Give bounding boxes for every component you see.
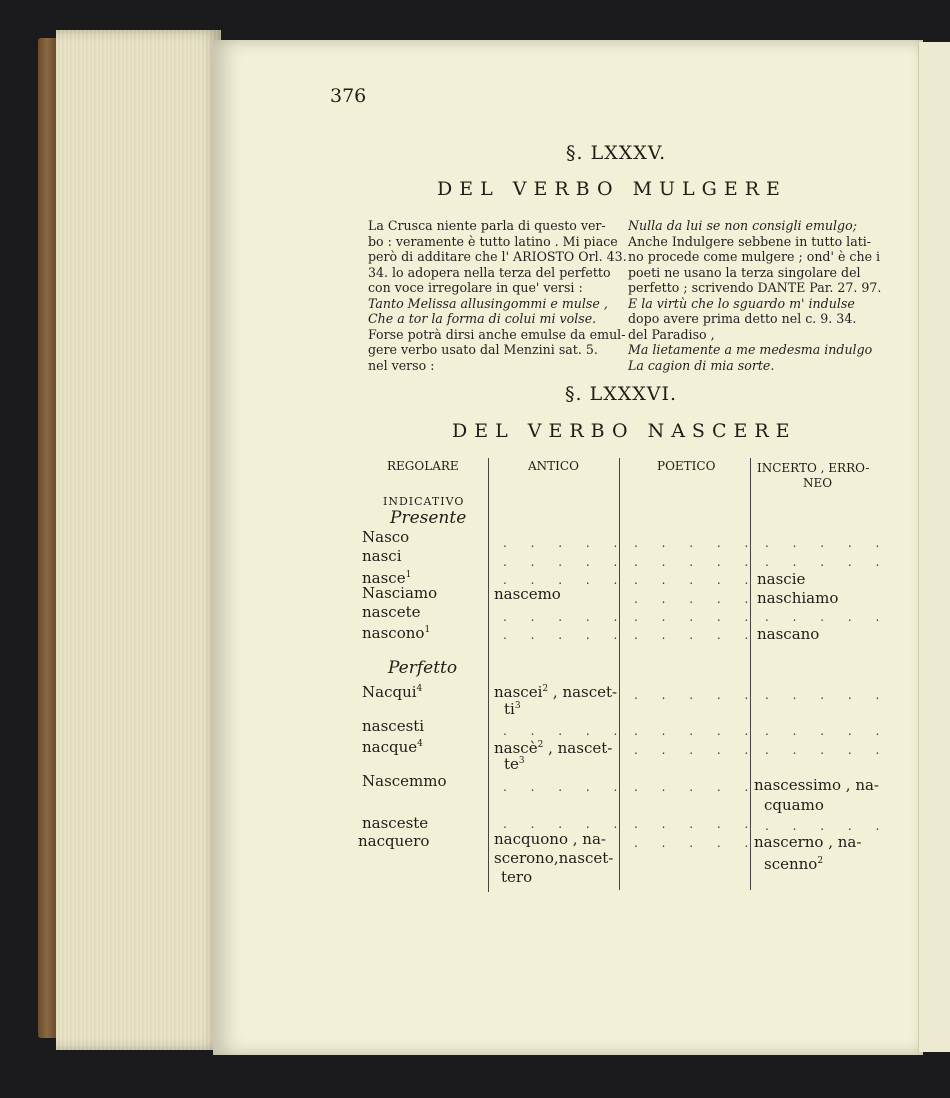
quote-line: Nulla da lui se non consigli emulgo; bbox=[628, 218, 857, 233]
page-number: 376 bbox=[330, 85, 367, 107]
regolare-form: Nacqui$^4$ bbox=[362, 683, 423, 701]
regolare-form: nasce$^1$ bbox=[362, 569, 412, 587]
empty-cell-dots: . . . . . bbox=[634, 817, 759, 831]
empty-cell-dots: . . . . . bbox=[634, 780, 759, 794]
incerto-form: nascerno , na- bbox=[754, 833, 862, 851]
sec1-right-column bbox=[628, 218, 882, 373]
antico-form: tero bbox=[501, 868, 533, 886]
sec1-left-column bbox=[368, 218, 627, 373]
text-line: del Paradiso , bbox=[628, 326, 715, 342]
empty-cell-dots: . . . . . bbox=[634, 573, 759, 587]
text-line: con voce irregolare in que' versi : bbox=[368, 280, 583, 295]
text-line: nel verso : bbox=[368, 357, 435, 373]
empty-cell-dots: . . . . . bbox=[765, 688, 890, 702]
empty-cell-dots: . . . . . bbox=[765, 743, 890, 757]
text-line: 34. lo adopera nella terza del perfetto bbox=[368, 264, 611, 280]
section-title-nascere: DEL VERBO NASCERE bbox=[452, 420, 797, 442]
quote-line: Tanto Melissa allusingommi e mulse , bbox=[368, 295, 608, 311]
antico-form: $ti^3$ bbox=[504, 700, 521, 718]
regolare-form: nascono$^1$ bbox=[362, 624, 431, 642]
quote-line: Che a tor la forma di colui mi volse. bbox=[368, 311, 597, 326]
incerto-form: cquamo bbox=[764, 796, 824, 814]
text-line: poeti ne usano la terza singolare del bbox=[628, 264, 861, 280]
header-incerto: INCERTO , ERRO- bbox=[757, 461, 870, 475]
empty-cell-dots: . . . . . bbox=[765, 555, 890, 569]
empty-cell-dots: . . . . . bbox=[765, 536, 890, 550]
regolare-form: nacque$^4$ bbox=[362, 738, 423, 756]
regolare-form: nasceste bbox=[362, 814, 429, 832]
text-line: però di additare che l' ARIOSTO Orl. 43. bbox=[368, 249, 627, 264]
incerto-form: naschiamo bbox=[757, 589, 839, 607]
empty-cell-dots: . . . . . bbox=[765, 610, 890, 624]
tense-presente: Presente bbox=[390, 508, 467, 528]
section-title-mulgere: DEL VERBO MULGERE bbox=[437, 178, 787, 200]
empty-cell-dots: . . . . . bbox=[765, 724, 890, 738]
text-line: bo : veramente è tutto latino . Mi piace bbox=[368, 233, 618, 249]
section-number-85: §. LXXXV. bbox=[566, 142, 667, 164]
regolare-form: nascesti bbox=[362, 717, 425, 735]
empty-cell-dots: . . . . . bbox=[634, 555, 759, 569]
header-poetico: POETICO bbox=[657, 459, 716, 473]
regolare-form: Nasciamo bbox=[362, 584, 438, 602]
empty-cell-dots: . . . . . bbox=[634, 743, 759, 757]
facing-page-edge bbox=[918, 42, 950, 1052]
empty-cell-dots: . . . . . bbox=[503, 817, 628, 831]
regolare-form: Nasco bbox=[362, 528, 410, 546]
text-line: La Crusca niente parla di questo ver- bbox=[368, 218, 606, 233]
empty-cell-dots: . . . . . bbox=[634, 536, 759, 550]
empty-cell-dots: . . . . . bbox=[634, 688, 759, 702]
quote-line: La cagion di mia sorte. bbox=[628, 357, 775, 373]
antico-form: nascè$^2$ , nascet- bbox=[494, 739, 613, 757]
antico-form: nascemo bbox=[494, 585, 561, 603]
text-line: gere verbo usato dal Menzini sat. 5. bbox=[368, 342, 598, 357]
empty-cell-dots: . . . . . bbox=[503, 724, 628, 738]
header-regolare: REGOLARE bbox=[387, 459, 459, 473]
incerto-form: nascie bbox=[757, 570, 806, 588]
column-divider bbox=[488, 458, 489, 892]
regolare-form: nasci bbox=[362, 547, 402, 565]
regolare-form: nacquero bbox=[358, 832, 430, 850]
text-line: Forse potrà dirsi anche emulse da emul- bbox=[368, 326, 626, 342]
incerto-form: nascessimo , na- bbox=[754, 776, 880, 794]
empty-cell-dots: . . . . . bbox=[634, 836, 759, 850]
regolare-form: Nascemmo bbox=[362, 772, 447, 790]
regolare-form: nascete bbox=[362, 603, 421, 621]
empty-cell-dots: . . . . . bbox=[503, 573, 628, 587]
antico-form: $te^3$ bbox=[504, 755, 525, 773]
text-line: perfetto ; scrivendo DANTE Par. 27. 97. bbox=[628, 280, 882, 295]
empty-cell-dots: . . . . . bbox=[503, 610, 628, 624]
section-number-86: §. LXXXVI. bbox=[565, 383, 678, 405]
quote-line: Ma lietamente a me medesma indulgo bbox=[628, 342, 873, 357]
antico-form: scerono,nascet- bbox=[494, 849, 614, 867]
text-line: Anche Indulgere sebbene in tutto lati- bbox=[628, 233, 872, 249]
quote-line: E la virtù che lo sguardo m' indulse bbox=[628, 295, 855, 311]
empty-cell-dots: . . . . . bbox=[634, 724, 759, 738]
empty-cell-dots: . . . . . bbox=[765, 819, 890, 833]
page-block-edges bbox=[56, 30, 221, 1050]
incerto-form: nascano bbox=[757, 625, 820, 643]
text-line: dopo avere prima detto nel c. 9. 34. bbox=[628, 311, 857, 326]
empty-cell-dots: . . . . . bbox=[634, 610, 759, 624]
empty-cell-dots: . . . . . bbox=[503, 536, 628, 550]
empty-cell-dots: . . . . . bbox=[634, 628, 759, 642]
text-line: no procede come mulgere ; ond' è che i bbox=[628, 249, 881, 264]
header-antico: ANTICO bbox=[528, 459, 579, 473]
empty-cell-dots: . . . . . bbox=[503, 555, 628, 569]
incerto-form: scenno$^2$ bbox=[764, 855, 824, 873]
header-incerto-line2: NEO bbox=[803, 476, 833, 490]
antico-form: nacquono , na- bbox=[494, 830, 606, 848]
empty-cell-dots: . . . . . bbox=[503, 628, 628, 642]
empty-cell-dots: . . . . . bbox=[634, 592, 759, 606]
mood-label: INDICATIVO bbox=[383, 495, 465, 508]
tense-perfetto: Perfetto bbox=[388, 658, 458, 678]
empty-cell-dots: . . . . . bbox=[503, 780, 628, 794]
antico-form: nascei$^2$ , nascet- bbox=[494, 683, 618, 701]
